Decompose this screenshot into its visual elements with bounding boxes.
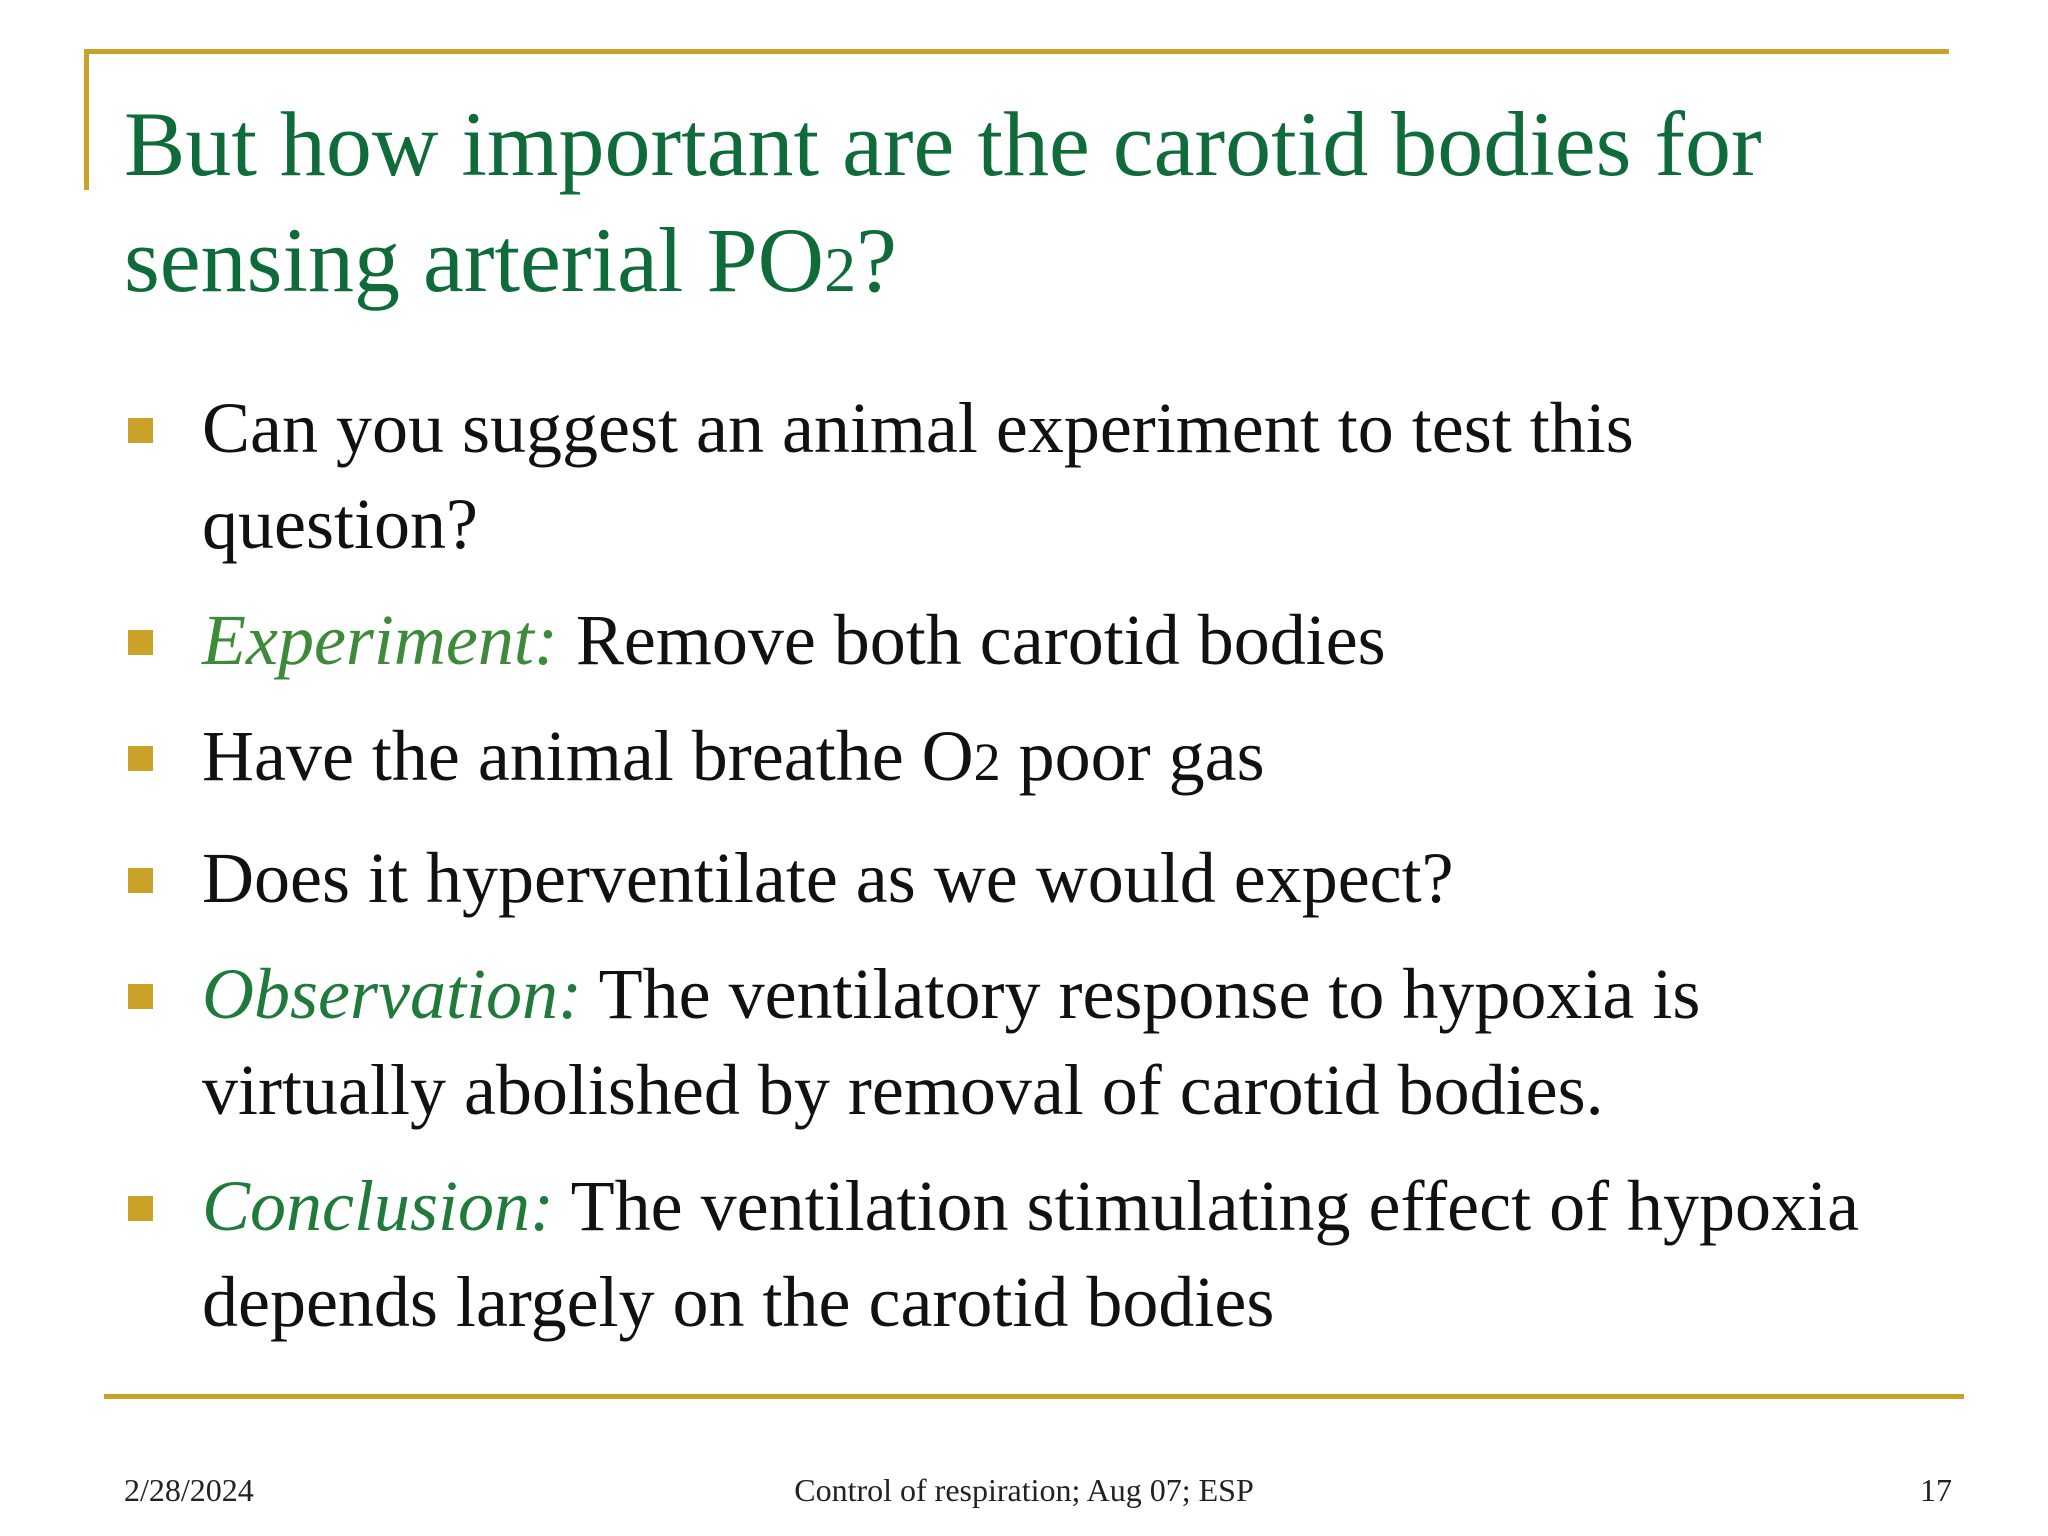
footer-title: Control of respiration; Aug 07; ESP [794,1472,1254,1508]
bullet-marker-icon [128,746,153,771]
bullet-label: Conclusion: [202,1166,554,1246]
title-end: ? [856,209,897,311]
bullet-marker-icon [128,984,153,1009]
bottom-rule [104,1394,1964,1399]
bullet-text-before: Have the animal breathe O [202,716,974,796]
bullet-item-observation [0,946,1922,1138]
footer-date: 2/28/2024 [124,1472,254,1508]
bullet-label: Experiment: [202,600,558,680]
title-subscript: 2 [824,234,857,305]
bullet-text: Can you suggest an animal experiment to test this question? [202,388,1634,564]
bullet-item [0,380,1922,572]
bullet-subscript: 2 [973,732,1001,792]
bullet-marker-icon [128,1196,153,1221]
left-rule [84,49,89,190]
bullet-marker-icon [128,868,153,893]
bullet-text: Does it hyperventilate as we would expect? [202,838,1454,918]
bullet-text: The ventilation stimulating effect of hypoxia depends largely on the carotid bodies [202,1166,1860,1342]
bullet-label: Observation: [202,954,582,1034]
top-rule [84,49,1949,54]
bullet-item [0,708,1922,810]
bullet-item-experiment [0,592,1922,688]
bullet-item [0,830,1922,926]
bullet-marker-icon [128,630,153,655]
title-main: But how important are the carotid bodies for sensing arterial PO [124,93,1762,311]
bullet-text: Remove both carotid bodies [557,600,1386,680]
bullet-text: The ventilatory response to hypoxia is virtually abolished by removal of carotid bodies. [202,954,1701,1130]
footer-page-number: 17 [1920,1472,1952,1508]
bullet-text-after: poor gas [1000,716,1265,796]
bullet-list [0,380,2048,1370]
slide-title [124,86,1924,328]
bullet-item-conclusion [0,1158,1922,1350]
bullet-marker-icon [128,418,153,443]
